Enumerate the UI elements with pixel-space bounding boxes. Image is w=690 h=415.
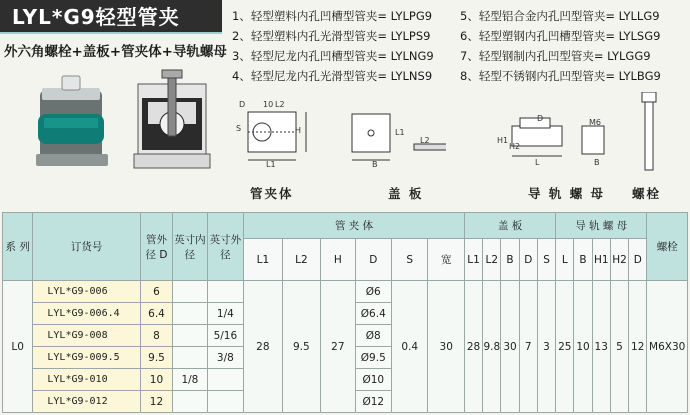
sub-body-l2: L2 — [282, 239, 321, 281]
group-clamp-body: 管 夹 体 — [244, 213, 465, 239]
dim-label-m6: M6 — [589, 118, 601, 127]
sub-plate-b: B — [501, 239, 519, 281]
dim-label-l1: L1 — [266, 160, 276, 169]
sub-nut-b: B — [574, 239, 592, 281]
col-od: 管外径 D — [140, 213, 172, 281]
dim-label-h2: H2 — [509, 142, 521, 151]
cell-series: L0 — [3, 281, 33, 413]
cell-inch-outer: 5/16 — [207, 325, 243, 347]
cell-plate-l1: 28 — [464, 281, 482, 413]
dim-label-h1: H1 — [497, 136, 509, 145]
cell-od: 9.5 — [140, 347, 172, 369]
sub-body-s: S — [392, 239, 428, 281]
cell-body-l1: 28 — [244, 281, 283, 413]
cell-order-no: LYL*G9-008 — [33, 325, 140, 347]
cell-inch-inner — [173, 347, 207, 369]
spec-table — [2, 212, 688, 413]
cell-body-d: Ø12 — [355, 391, 391, 413]
sub-plate-d: D — [519, 239, 537, 281]
cell-body-d: Ø10 — [355, 369, 391, 391]
dim-label-d-nut: D — [537, 114, 544, 123]
cell-inch-outer — [207, 391, 243, 413]
page-title: LYL*G9轻型管夹 — [0, 0, 222, 34]
cell-order-no: LYL*G9-009.5 — [33, 347, 140, 369]
drawing-label-bolt: 螺栓 — [632, 186, 662, 201]
type-item: 2、轻型塑料内孔光滑型管夹= LYLPS9 — [232, 29, 431, 43]
col-order-no: 订货号 — [33, 213, 140, 281]
col-inch-inner: 英寸内径 — [173, 213, 207, 281]
cell-body-h: 27 — [321, 281, 355, 413]
subtitle: 外六角螺栓+盖板+管夹体+导轨螺母 — [4, 44, 227, 60]
type-item: 8、轻型不锈钢内孔凹型管夹= LYLBG9 — [460, 69, 661, 83]
cover-plate-drawing — [346, 108, 446, 168]
type-item: 5、轻型铝合金内孔凹型管夹= LYLLG9 — [460, 9, 660, 23]
sub-plate-l2: L2 — [483, 239, 501, 281]
cell-body-width: 30 — [428, 281, 464, 413]
cell-plate-l2: 9.8 — [483, 281, 501, 413]
sub-plate-s: S — [537, 239, 555, 281]
type-item: 6、轻型塑钢内孔凹槽型管夹= LYLSG9 — [460, 29, 661, 43]
drawing-label-nut: 导 轨 螺 母 — [528, 186, 606, 201]
drawing-label-plate: 盖 板 — [388, 186, 424, 201]
sub-nut-d: D — [629, 239, 647, 281]
clamp-body-drawing — [234, 98, 334, 178]
cell-order-no: LYL*G9-010 — [33, 369, 140, 391]
dim-label-h: H — [295, 126, 302, 135]
sub-nut-h2: H2 — [610, 239, 628, 281]
cell-inch-inner — [173, 325, 207, 347]
dim-label-b-nut: B — [594, 158, 600, 167]
cell-od: 12 — [140, 391, 172, 413]
sub-body-h: H — [321, 239, 355, 281]
sub-plate-l1: L1 — [464, 239, 482, 281]
cell-od: 6.4 — [140, 303, 172, 325]
sub-nut-l: L — [556, 239, 574, 281]
cell-body-d: Ø6 — [355, 281, 391, 303]
cell-inch-outer: 3/8 — [207, 347, 243, 369]
cell-order-no: LYL*G9-012 — [33, 391, 140, 413]
cell-plate-d: 7 — [519, 281, 537, 413]
cell-plate-b: 30 — [501, 281, 519, 413]
drawing-label-clamp: 管夹体 — [250, 186, 294, 201]
cell-body-s: 0.4 — [392, 281, 428, 413]
type-item: 3、轻型尼龙内孔凹槽型管夹= LYLNG9 — [232, 49, 434, 63]
cell-body-l2: 9.5 — [282, 281, 321, 413]
cell-order-no: LYL*G9-006 — [33, 281, 140, 303]
sub-body-d: D — [355, 239, 391, 281]
clamp-product-image — [8, 68, 228, 183]
dim-label-d: D — [239, 100, 246, 109]
cell-od: 8 — [140, 325, 172, 347]
cell-body-d: Ø8 — [355, 325, 391, 347]
dim-label-s: S — [236, 124, 242, 133]
type-item: 1、轻型塑料内孔凹槽型管夹= LYLPG9 — [232, 9, 433, 23]
cell-nut-h1: 13 — [592, 281, 610, 413]
cell-inch-inner — [173, 303, 207, 325]
cell-inch-inner: 1/8 — [173, 369, 207, 391]
cell-inch-outer: 1/4 — [207, 303, 243, 325]
cell-nut-h2: 5 — [610, 281, 628, 413]
col-series: 系 列 — [3, 213, 33, 281]
dim-label-l1-plate: L1 — [395, 128, 405, 137]
group-cover-plate: 盖 板 — [464, 213, 555, 239]
dim-label-b-plate: B — [372, 160, 378, 169]
sub-body-width: 宽 — [428, 239, 464, 281]
group-rail-nut: 导 轨 螺 母 — [556, 213, 647, 239]
cell-body-d: Ø6.4 — [355, 303, 391, 325]
bolt-drawing — [640, 92, 660, 174]
table-row — [3, 281, 688, 303]
spec-table-wrapper — [2, 212, 688, 411]
cell-inch-inner — [173, 391, 207, 413]
dim-label-l: L — [535, 158, 540, 167]
cell-nut-l: 25 — [556, 281, 574, 413]
sub-nut-h1: H1 — [592, 239, 610, 281]
cell-plate-s: 3 — [537, 281, 555, 413]
dim-label-10: 10 — [263, 100, 274, 109]
cell-nut-d: 12 — [629, 281, 647, 413]
col-bolt: 螺栓 — [647, 213, 688, 281]
cell-bolt: M6X30 — [647, 281, 688, 413]
cell-nut-b: 10 — [574, 281, 592, 413]
cell-body-d: Ø9.5 — [355, 347, 391, 369]
cell-od: 10 — [140, 369, 172, 391]
cell-inch-outer — [207, 369, 243, 391]
col-inch-outer: 英寸外径 — [207, 213, 243, 281]
type-item: 4、轻型尼龙内孔光滑型管夹= LYLNS9 — [232, 69, 433, 83]
type-item: 7、轻型钢制内孔凹型管夹= LYLGG9 — [460, 49, 651, 63]
cell-order-no: LYL*G9-006.4 — [33, 303, 140, 325]
cell-inch-inner — [173, 281, 207, 303]
cell-inch-outer — [207, 281, 243, 303]
dim-label-l2: L2 — [275, 100, 285, 109]
cell-od: 6 — [140, 281, 172, 303]
dim-label-l2-plate: L2 — [420, 136, 430, 145]
sub-body-l1: L1 — [244, 239, 283, 281]
